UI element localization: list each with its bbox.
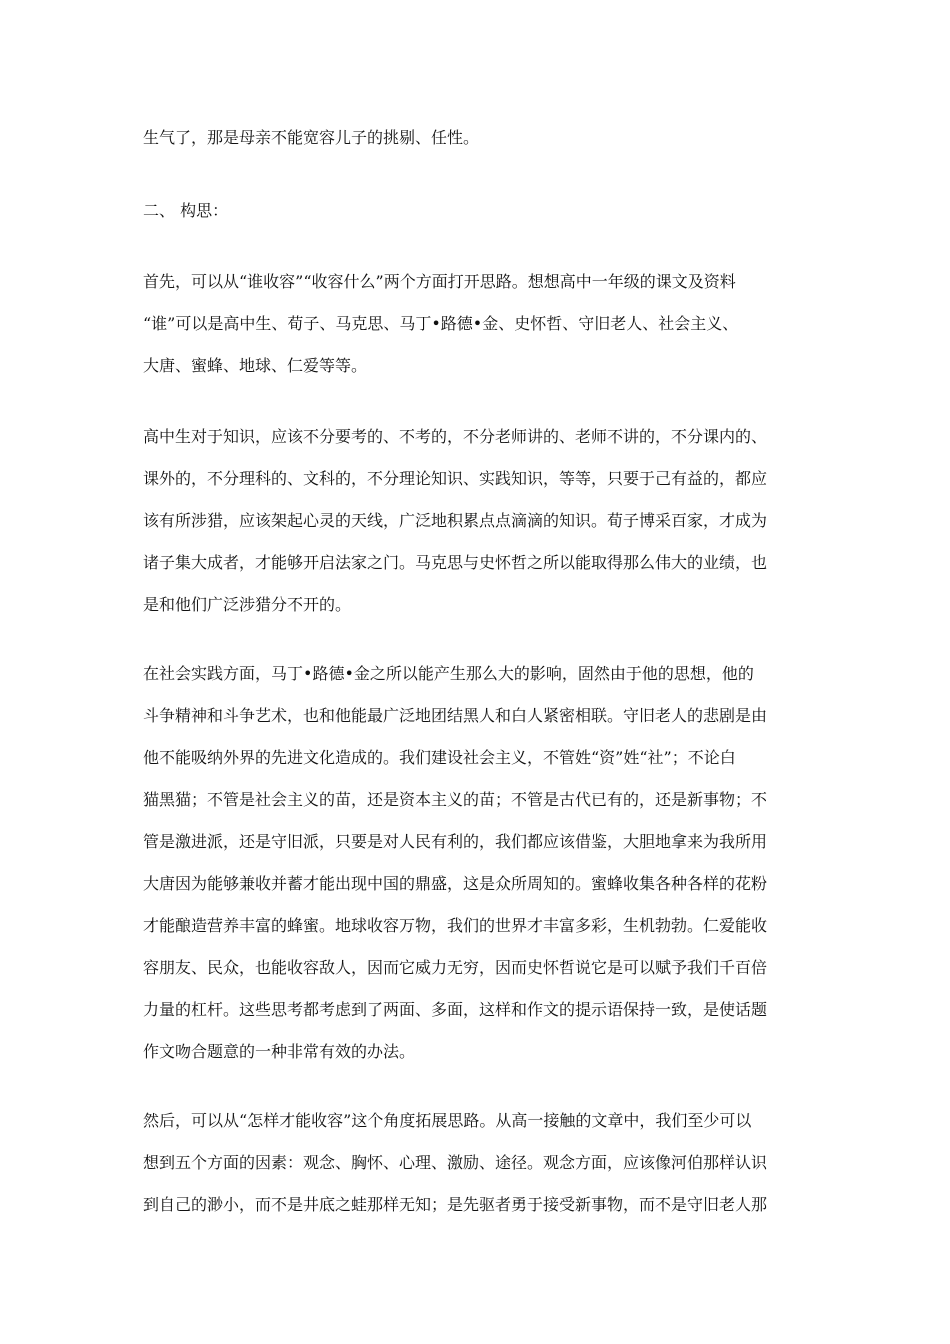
- paragraph-5-line-7: 才能酿造营养丰富的蜂蜜。地球收容万物，我们的世界才丰富多彩，生机勃勃。仁爱能收: [143, 916, 768, 935]
- paragraph-5-line-8: 容朋友、民众，也能收容敌人，因而它威力无穷，因而史怀哲说它是可以赋予我们千百倍: [143, 958, 768, 977]
- section-heading-gousi: 二、 构思：: [143, 201, 229, 220]
- paragraph-5-line-2: 斗争精神和斗争艺术，也和他能最广泛地团结黑人和白人紧密相联。守旧老人的悲剧是由: [143, 706, 768, 725]
- paragraph-5-line-5: 管是激进派，还是守旧派，只要是对人民有利的，我们都应该借鉴，大胆地拿来为我所用: [143, 832, 768, 851]
- paragraph-3-line-2: “谁”可以是高中生、荀子、马克思、马丁•路德•金、史怀哲、守旧老人、社会主义、: [143, 314, 739, 333]
- paragraph-4-line-3: 该有所涉猎，应该架起心灵的天线，广泛地积累点点滴滴的知识。荀子博采百家，才成为: [143, 511, 768, 530]
- paragraph-4-line-2: 课外的，不分理科的、文科的，不分理论知识、实践知识，等等，只要于己有益的，都应: [143, 469, 768, 488]
- paragraph-4-line-1: 高中生对于知识，应该不分要考的、不考的，不分老师讲的、老师不讲的，不分课内的、: [143, 427, 768, 446]
- paragraph-5-line-4: 猫黑猫；不管是社会主义的苗，还是资本主义的苗；不管是古代已有的，还是新事物；不: [143, 790, 768, 809]
- paragraph-4-line-5: 是和他们广泛涉猎分不开的。: [143, 595, 352, 614]
- paragraph-3-line-1: 首先，可以从“谁收容”“收容什么”两个方面打开思路。想想高中一年级的课文及资料: [143, 272, 736, 291]
- paragraph-5-line-3: 他不能吸纳外界的先进文化造成的。我们建设社会主义，不管姓“资”姓“社”；不论白: [143, 748, 736, 767]
- paragraph-5-line-1: 在社会实践方面，马丁•路德•金之所以能产生那么大的影响，固然由于他的思想，他的: [143, 664, 754, 683]
- paragraph-4-line-4: 诸子集大成者，才能够开启法家之门。马克思与史怀哲之所以能取得那么伟大的业绩，也: [143, 553, 768, 572]
- paragraph-5-line-9: 力量的杠杆。这些思考都考虑到了两面、多面，这样和作文的提示语保持一致，是使话题: [143, 1000, 768, 1019]
- paragraph-5-line-6: 大唐因为能够兼收并蓄才能出现中国的鼎盛，这是众所周知的。蜜蜂收集各种各样的花粉: [143, 874, 768, 893]
- paragraph-5-line-10: 作文吻合题意的一种非常有效的办法。: [143, 1042, 416, 1061]
- paragraph-6-line-1: 然后，可以从“怎样才能收容”这个角度拓展思路。从高一接触的文章中，我们至少可以: [143, 1111, 752, 1130]
- paragraph-3-line-3: 大唐、蜜蜂、地球、仁爱等等。: [143, 356, 368, 375]
- paragraph-1-line-1: 生气了，那是母亲不能宽容儿子的挑剔、任性。: [143, 128, 480, 147]
- paragraph-6-line-2: 想到五个方面的因素：观念、胸怀、心理、激励、途径。观念方面，应该像河伯那样认识: [143, 1153, 768, 1172]
- paragraph-6-line-3: 到自己的渺小，而不是井底之蛙那样无知；是先驱者勇于接受新事物，而不是守旧老人那: [143, 1195, 768, 1214]
